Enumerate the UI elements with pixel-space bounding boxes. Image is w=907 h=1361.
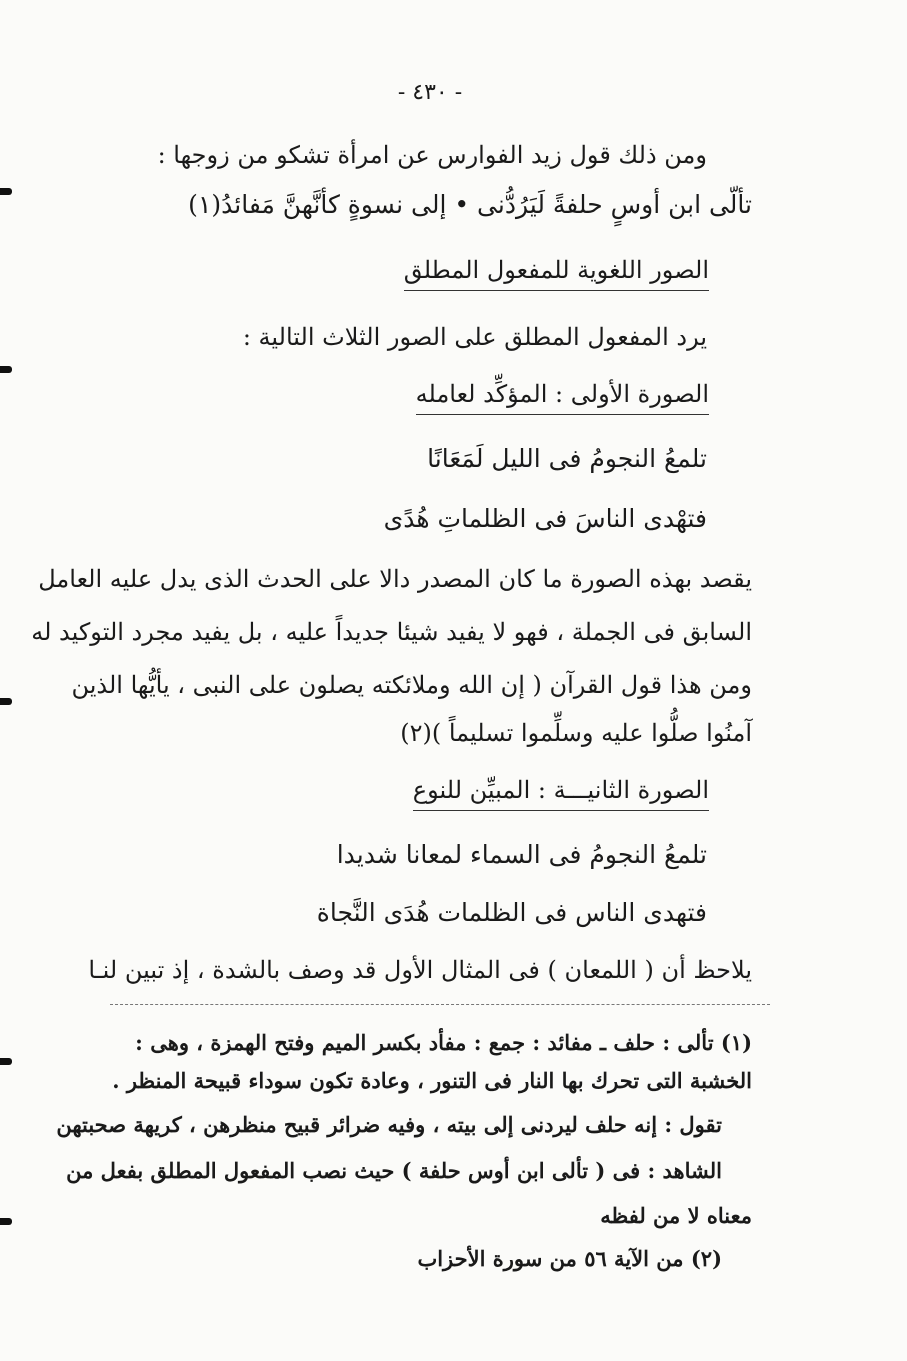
- footnote-line: تقول : إنه حلف ليردنى إلى بيته ، وفيه ضرائر قبيح منظرهن ، كريهة صحبتهن: [56, 1112, 722, 1137]
- paragraph-line: ومن هذا قول القرآن ( إن الله وملائكته يصلون على النبى ، يأيُّها الذين: [71, 671, 752, 699]
- form-2-example-a: تلمعُ النجومُ فى السماء لمعانا شديدا: [336, 840, 707, 869]
- form-1-heading: الصورة الأولى : المؤكِّد لعامله: [416, 382, 709, 415]
- section-heading: الصور اللغوية للمفعول المطلق: [404, 258, 709, 291]
- intro-line: ومن ذلك قول زيد الفوارس عن امرأة تشكو من زوجها :: [157, 141, 707, 169]
- margin-tick: [0, 188, 12, 195]
- form-1-example-a: تلمعُ النجومُ فى الليل لَمَعَانًا: [427, 444, 707, 473]
- footnote-line: (١) تألى : حلف ـ مفائد : جمع : مفأد بكسر الميم وفتح الهمزة ، وهى :: [135, 1030, 752, 1055]
- footnote-2: (٢) من الآية ٥٦ من سورة الأحزاب: [417, 1246, 722, 1271]
- poem-verse: تألّى ابن أوسٍ حلفةً لَيَرُدُّنى • إلى نسوةٍ كأنَّهنَّ مَفائدُ(١): [188, 190, 752, 219]
- form-2-heading: الصورة الثانيـــة : المبيِّن للنوع: [413, 778, 709, 811]
- footnote-line: الشاهد : فى ( تألى ابن أوس حلفة ) حيث نصب المفعول المطلق بفعل من: [66, 1158, 722, 1183]
- paragraph-line: السابق فى الجملة ، فهو لا يفيد شيئا جديداً عليه ، بل يفيد مجرد التوكيد له: [31, 618, 752, 646]
- margin-tick: [0, 1218, 12, 1225]
- footnote-line: معناه لا من لفظه: [600, 1203, 752, 1228]
- footnote-line: الخشبة التى تحرك بها النار فى التنور ، وعادة تكون سوداء قبيحة المنظر .: [112, 1068, 752, 1093]
- paragraph-line: آمنُوا صلُّوا عليه وسلِّموا تسليماً )(٢): [400, 719, 752, 747]
- margin-tick: [0, 698, 12, 705]
- section-intro: يرد المفعول المطلق على الصور الثلاث التالية :: [242, 323, 707, 351]
- margin-tick: [0, 366, 12, 373]
- form-1-example-b: فتهْدى الناسَ فى الظلماتِ هُدًى: [383, 504, 707, 533]
- form-2-example-b: فتهدى الناس فى الظلمات هُدَى النَّجاة: [316, 898, 707, 927]
- footnote-separator: [110, 1004, 770, 1005]
- page-number: - ٤٣٠ -: [397, 80, 463, 105]
- margin-tick: [0, 1058, 12, 1065]
- paragraph-line: يلاحظ أن ( اللمعان ) فى المثال الأول قد وصف بالشدة ، إذ تبين لنـا: [88, 956, 752, 984]
- paragraph-line: يقصد بهذه الصورة ما كان المصدر دالا على الحدث الذى يدل عليه العامل: [38, 565, 752, 593]
